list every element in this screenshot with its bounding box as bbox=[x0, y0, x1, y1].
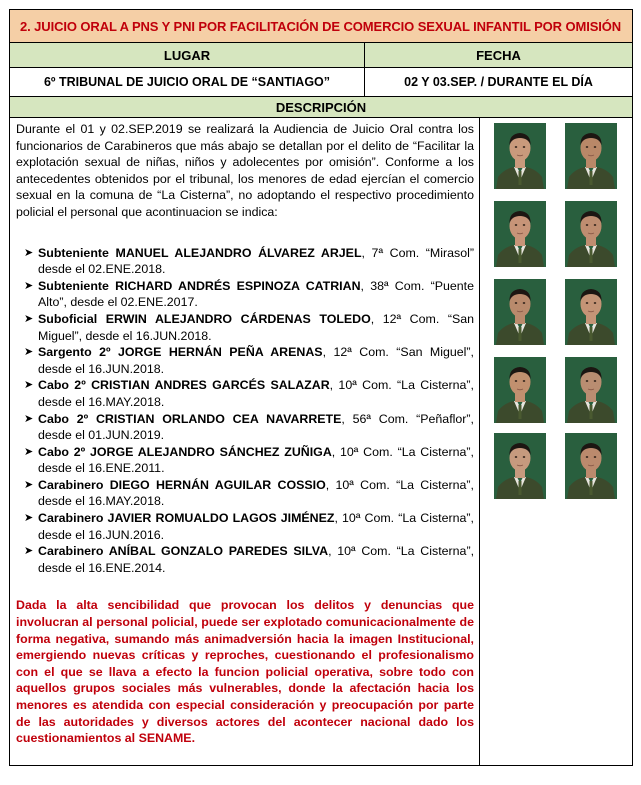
officer-item bbox=[24, 543, 474, 576]
officer-portrait bbox=[565, 433, 617, 499]
officer-list bbox=[16, 245, 474, 577]
officer-portrait bbox=[494, 201, 546, 267]
arrow-bullet-icon: ➤ bbox=[24, 478, 34, 491]
officer-item bbox=[24, 344, 474, 377]
arrow-bullet-icon: ➤ bbox=[24, 246, 34, 259]
officer-item bbox=[24, 245, 474, 278]
officer-item bbox=[24, 510, 474, 543]
description-body bbox=[10, 118, 632, 765]
officer-detail: , 10ª Com. “La Cisterna”, desde el 16.ENE.2014. bbox=[38, 544, 475, 575]
officer-rank-name: Subteniente MANUEL ALEJANDRO ÁLVAREZ ARJEL bbox=[38, 245, 362, 260]
arrow-bullet-icon: ➤ bbox=[24, 545, 34, 558]
officer-portrait bbox=[565, 279, 617, 345]
arrow-bullet-icon: ➤ bbox=[24, 445, 34, 458]
table-header-row bbox=[10, 43, 632, 68]
fecha-header: FECHA bbox=[476, 47, 521, 63]
officer-portrait bbox=[565, 123, 617, 189]
officer-portrait bbox=[494, 123, 546, 189]
lugar-header: LUGAR bbox=[10, 43, 365, 67]
officer-portrait bbox=[565, 201, 617, 267]
descripcion-header: DESCRIPCIÓN bbox=[10, 97, 632, 118]
officer-portrait bbox=[565, 357, 617, 423]
officer-item bbox=[24, 311, 474, 344]
photo-column bbox=[480, 118, 632, 765]
officer-detail: , 10ª Com. “La Cisterna”, desde el 16.MAY.2018. bbox=[38, 477, 474, 509]
arrow-bullet-icon: ➤ bbox=[24, 346, 34, 359]
officer-item bbox=[24, 444, 474, 477]
report-section bbox=[9, 9, 633, 766]
officer-rank-name: Cabo 2º JORGE ALEJANDRO SÁNCHEZ ZUÑIGA bbox=[38, 444, 332, 459]
arrow-bullet-icon: ➤ bbox=[24, 412, 34, 425]
officer-rank-name: Carabinero DIEGO HERNÁN AGUILAR COSSIO bbox=[38, 477, 326, 492]
warning-paragraph: Dada la alta sencibilidad que provocan los delitos y denuncias que involucran al personal policial, puede ser explotado comunicacionalmente de forma negativa, sumando más animadversión hacia la imagen Institucional, emergiendo nuevas críticas y reproches, cuestionando el profesionalismo con el que se llava a efecto la funcion policial operativa, sobre todo con aquellos grupos sociales más vulnerables, donde la afectación hacia los menores es atendida con especial consideración y preocupación por parte de las autoridades y diversos actores del acontecer nacional dado los cuestionamientos al SENAME. bbox=[16, 598, 474, 746]
arrow-bullet-icon: ➤ bbox=[24, 279, 34, 292]
officer-rank-name: Subteniente RICHARD ANDRÉS ESPINOZA CATRIAN bbox=[38, 278, 361, 293]
officer-detail: , 10ª Com. “La Cisterna”, desde el 16.MAY.2018. bbox=[38, 378, 475, 409]
officer-portrait bbox=[494, 433, 546, 499]
officer-detail: , 10ª Com. “La Cisterna”, desde el 16.ENE.2011. bbox=[38, 444, 474, 476]
officer-rank-name: Cabo 2º CRISTIAN ORLANDO CEA NAVARRETE bbox=[38, 411, 342, 426]
officer-detail: , 10ª Com. “La Cisterna”, desde el 16.JUN.2016. bbox=[38, 511, 474, 542]
arrow-bullet-icon: ➤ bbox=[24, 379, 34, 392]
officer-detail: , 12ª Com. “San Miguel”, desde el 16.JUN.2018. bbox=[38, 311, 474, 343]
officer-rank-name: Suboficial ERWIN ALEJANDRO CÁRDENAS TOLEDO bbox=[38, 311, 371, 326]
officer-item bbox=[24, 477, 474, 510]
intro-paragraph: Durante el 01 y 02.SEP.2019 se realizará la Audiencia de Juicio Oral contra los funcionarios de Carabineros que más abajo se detallan por el delito de “Facilitar la explotación sexual de niñas, niños y adolecentes por omisión”. Conforme a los antecedentes obtenidos por el tribunal, los menores de edad ejercían el comercio sexual en la comuna de “La Cisterna”, no adoptando el respectivo procedimiento policial el personal que acontinuacion se indica: bbox=[16, 122, 474, 219]
officer-detail: , 56ª Com. “Peñaflor”, desde el 01.JUN.2019. bbox=[38, 411, 474, 443]
officer-portrait bbox=[494, 357, 546, 423]
description-text bbox=[10, 118, 480, 765]
officer-detail: , 12ª Com. “San Miguel”, desde el 16.JUN.2018. bbox=[38, 345, 474, 376]
lugar-value: 6º TRIBUNAL DE JUICIO ORAL DE “SANTIAGO” bbox=[10, 68, 365, 96]
officer-rank-name: Carabinero JAVIER ROMUALDO LAGOS JIMÉNEZ bbox=[38, 511, 335, 526]
officer-detail: , 38ª Com. “Puente Alto”, desde el 02.ENE.2017. bbox=[38, 278, 475, 310]
table-value-row bbox=[10, 68, 632, 97]
officer-portrait bbox=[494, 279, 546, 345]
officer-detail: , 7ª Com. “Mirasol” desde el 02.ENE.2018. bbox=[38, 245, 474, 277]
fecha-value: 02 Y 03.SEP. / DURANTE EL DÍA bbox=[404, 75, 593, 89]
officer-rank-name: Carabinero ANÍBAL GONZALO PAREDES SILVA bbox=[38, 544, 329, 559]
officer-item bbox=[24, 411, 474, 444]
section-title: 2. JUICIO ORAL A PNS Y PNI POR FACILITACIÓN DE COMERCIO SEXUAL INFANTIL POR OMISIÓN bbox=[10, 10, 632, 43]
officer-item bbox=[24, 377, 474, 410]
officer-rank-name: Cabo 2º CRISTIAN ANDRES GARCÉS SALAZAR bbox=[38, 378, 330, 393]
officer-rank-name: Sargento 2º JORGE HERNÁN PEÑA ARENAS bbox=[38, 345, 323, 360]
arrow-bullet-icon: ➤ bbox=[24, 312, 34, 325]
officer-item bbox=[24, 278, 474, 311]
arrow-bullet-icon: ➤ bbox=[24, 512, 34, 525]
